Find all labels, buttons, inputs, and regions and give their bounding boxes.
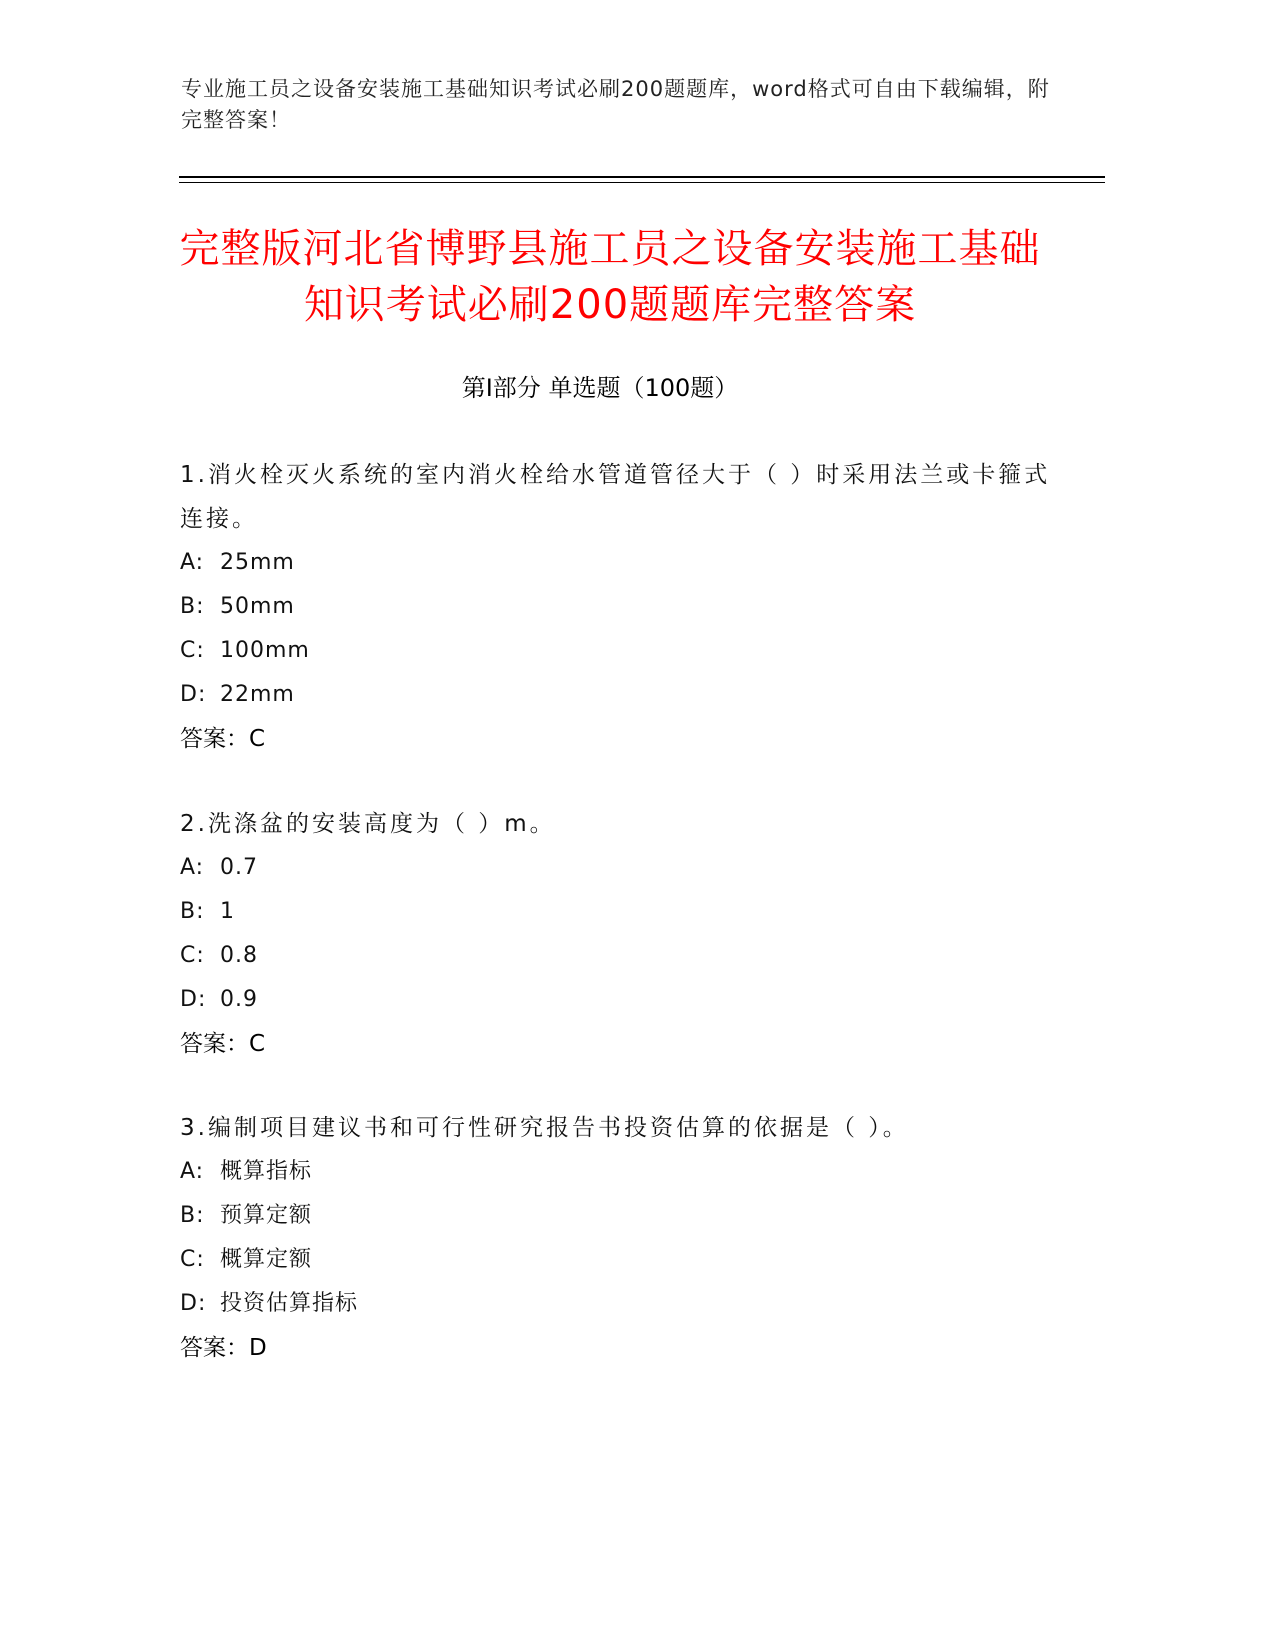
option-text: 50mm bbox=[220, 594, 295, 619]
option-key: A: bbox=[180, 1159, 205, 1184]
option-text: 投资估算指标 bbox=[220, 1291, 359, 1316]
option-b bbox=[180, 890, 1060, 934]
header-divider-thick bbox=[179, 176, 1105, 178]
option-a bbox=[180, 541, 1060, 585]
option-text: 22mm bbox=[220, 682, 295, 707]
question-stem: 2.洗涤盆的安装高度为（ ）m。 bbox=[180, 811, 556, 837]
option-text: 0.8 bbox=[220, 943, 258, 968]
option-key: C: bbox=[180, 1247, 205, 1272]
option-text: 概算指标 bbox=[220, 1159, 313, 1184]
answer: 答案：D bbox=[180, 1335, 267, 1361]
option-key: B: bbox=[180, 1203, 205, 1228]
question-2 bbox=[180, 802, 1060, 1066]
option-a bbox=[180, 846, 1060, 890]
option-b bbox=[180, 1194, 1060, 1238]
option-b bbox=[180, 585, 1060, 629]
option-key: D: bbox=[180, 1291, 207, 1316]
option-key: C: bbox=[180, 638, 205, 663]
question-stem: 3.编制项目建议书和可行性研究报告书投资估算的依据是（ ）。 bbox=[180, 1115, 909, 1141]
option-d bbox=[180, 1282, 1060, 1326]
option-text: 100mm bbox=[220, 638, 310, 663]
answer: 答案：C bbox=[180, 1031, 266, 1057]
option-text: 0.9 bbox=[220, 987, 258, 1012]
option-key: A: bbox=[180, 550, 205, 575]
option-key: D: bbox=[180, 682, 207, 707]
option-text: 概算定额 bbox=[220, 1247, 313, 1272]
section-title: 第Ⅰ部分 单选题（100题） bbox=[461, 374, 739, 402]
option-key: B: bbox=[180, 899, 205, 924]
option-text: 1 bbox=[220, 899, 235, 924]
option-d bbox=[180, 673, 1060, 717]
header-note: 专业施工员之设备安装施工基础知识考试必刷200题题库，word格式可自由下载编辑，附完整答案！ bbox=[181, 77, 1050, 132]
option-text: 25mm bbox=[220, 550, 295, 575]
document-title: 完整版河北省博野县施工员之设备安装施工基础知识考试必刷200题题库完整答案 bbox=[179, 226, 1041, 328]
option-a bbox=[180, 1150, 1060, 1194]
answer: 答案：C bbox=[180, 726, 266, 752]
option-key: A: bbox=[180, 855, 205, 880]
option-text: 0.7 bbox=[220, 855, 258, 880]
option-c bbox=[180, 629, 1060, 673]
header-divider-thin bbox=[179, 182, 1105, 183]
question-1 bbox=[180, 453, 1060, 761]
question-stem: 1.消火栓灭火系统的室内消火栓给水管道管径大于（ ）时采用法兰或卡箍式连接。 bbox=[180, 462, 1051, 532]
option-key: D: bbox=[180, 987, 207, 1012]
option-text: 预算定额 bbox=[220, 1203, 313, 1228]
option-key: B: bbox=[180, 594, 205, 619]
question-3 bbox=[180, 1106, 1060, 1370]
option-c bbox=[180, 1238, 1060, 1282]
option-key: C: bbox=[180, 943, 205, 968]
option-c bbox=[180, 934, 1060, 978]
option-d bbox=[180, 978, 1060, 1022]
